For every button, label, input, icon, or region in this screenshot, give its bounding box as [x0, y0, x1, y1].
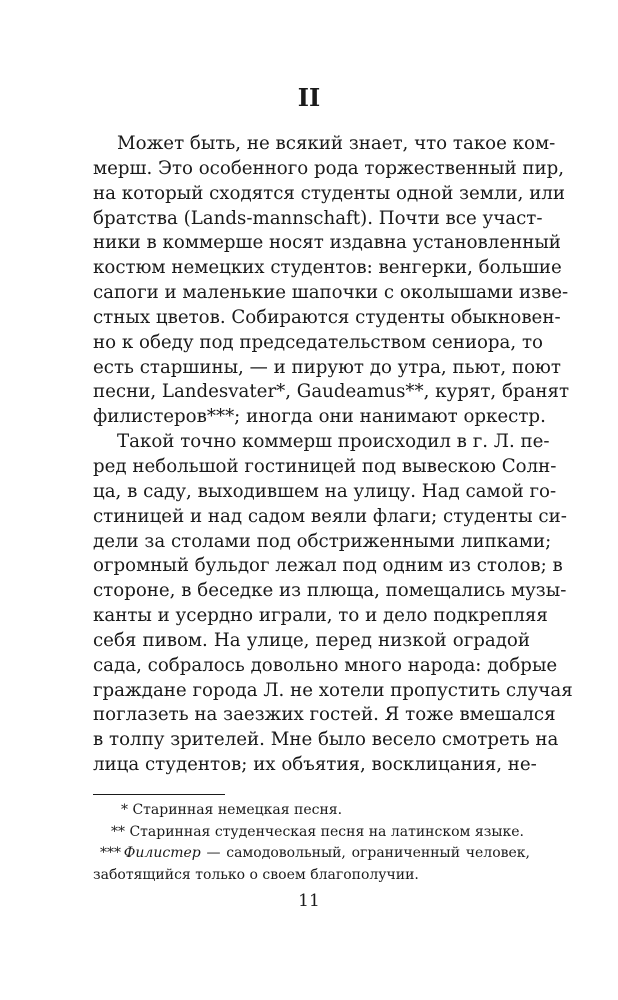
- text-line: ца, в саду, выходившем на улицу. Над самой го-: [93, 480, 557, 502]
- text-line: но к обеду под председательством сениора, то: [93, 331, 543, 353]
- text-line: в толпу зрителей. Мне было весело смотреть на: [93, 729, 559, 751]
- footnote-divider: [93, 794, 225, 795]
- text-line: огромный бульдог лежал под одним из столов; в: [93, 555, 563, 577]
- text-line: братства (Lands-mannschaft). Почти все участ-: [93, 207, 543, 229]
- text-line: поглазеть на заезжих гостей. Я тоже вмешался: [93, 704, 556, 726]
- footnotes: [93, 800, 530, 886]
- text-line: филистеров***; иногда они нанимают оркестр.: [93, 406, 546, 428]
- text-line: костюм немецких студентов: венгерки, большие: [93, 257, 562, 279]
- chapter-title: II: [297, 83, 321, 112]
- footnote-3-term: Филистер: [123, 845, 201, 862]
- footnote-3-text: — самодовольный, ограниченный человек,: [200, 845, 530, 862]
- footnote-2: ** Старинная студенческая песня на латинском языке.: [111, 823, 524, 840]
- text-line: мерш. Это особенного рода торжественный пир,: [93, 157, 565, 179]
- text-line: сада, собралось довольно много народа: добрые: [93, 654, 558, 676]
- footnote-3-continuation: заботящийся только о своем благополучии.: [93, 866, 419, 883]
- text-line: канты и усердно играли, то и дело подкрепляя: [93, 605, 548, 627]
- text-line: себя пивом. На улице, перед низкой оградой: [93, 629, 530, 651]
- text-line: есть старшины, — и пируют до утра, пьют, поют: [93, 356, 561, 378]
- text-line: стиницей и над садом веяли флаги; студенты си-: [93, 505, 567, 527]
- footnote-3: [93, 843, 530, 865]
- text-line: песни, Landesvater*, Gaudeamus**, курят, бранят: [93, 381, 570, 403]
- text-line: на который сходятся студенты одной земли, или: [93, 182, 566, 204]
- text-line: Может быть, не всякий знает, что такое ком-: [117, 133, 556, 154]
- body-text: [93, 132, 573, 778]
- text-line: граждане города Л. не хотели пропустить случая: [93, 679, 573, 701]
- text-line: дели за столами под обстриженными липками;: [93, 530, 552, 552]
- text-line: ред небольшой гостиницей под вывескою Солн-: [93, 455, 557, 477]
- text-line: стороне, в беседке из плюща, помещались музы-: [93, 580, 567, 602]
- page-number: 11: [298, 891, 320, 911]
- text-line: ники в коммерше носят издавна установленный: [93, 232, 561, 254]
- footnote-1: * Старинная немецкая песня.: [121, 802, 343, 818]
- text-line: лица студентов; их объятия, восклицания, не-: [93, 754, 537, 776]
- text-line: стных цветов. Собираются студенты обыкновен-: [93, 306, 561, 328]
- footnote-3-mark: ***: [100, 845, 121, 862]
- text-line: сапоги и маленькие шапочки с околышами изве-: [93, 282, 569, 304]
- text-line: Такой точно коммерш происходил в г. Л. пе-: [117, 431, 550, 453]
